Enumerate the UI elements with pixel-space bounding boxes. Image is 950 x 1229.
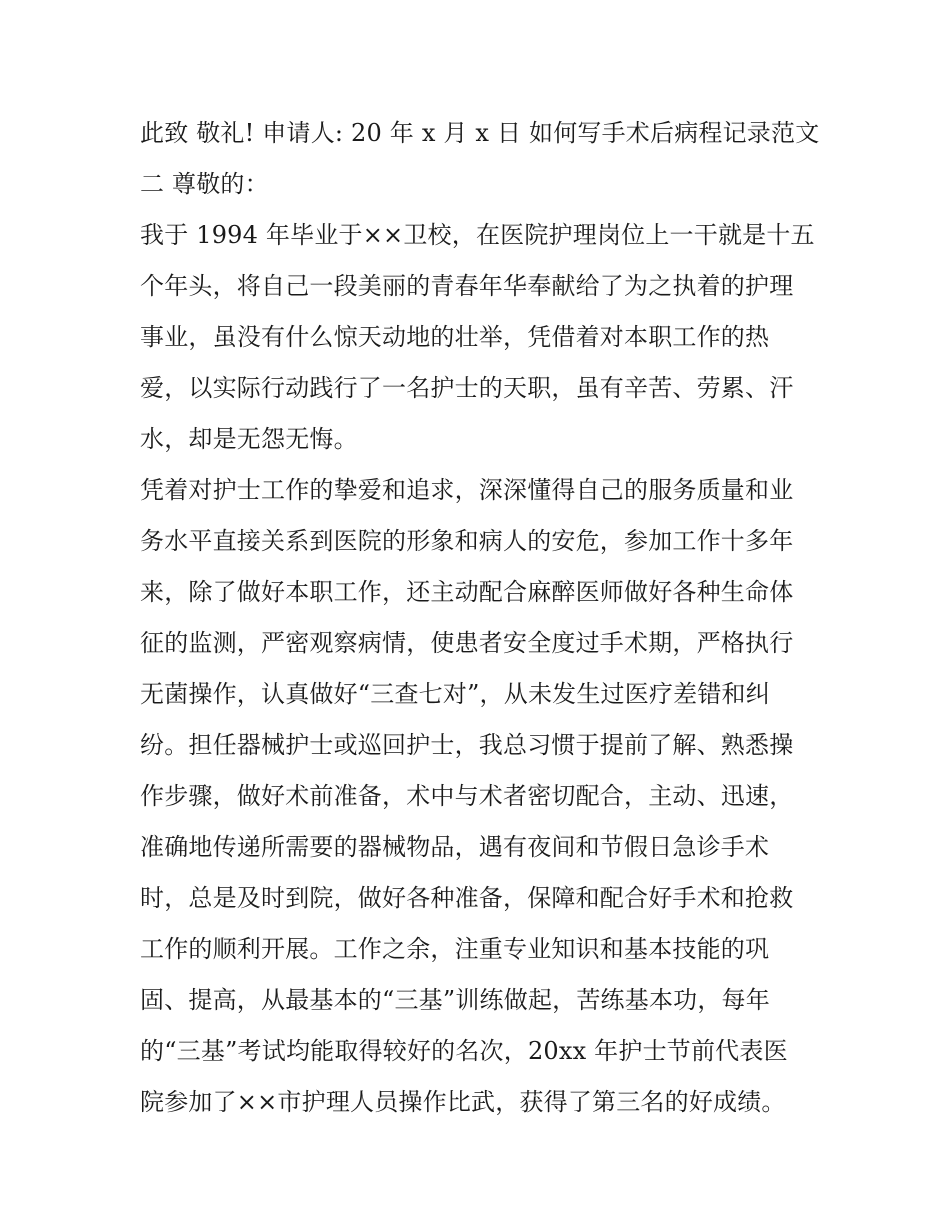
text-line: 的“三基”考试均能取得较好的名次，20xx 年护士节前代表医 [140,1037,788,1065]
text-line: 个年头，将自己一段美丽的青春年华奉献给了为之执着的护理 [140,272,794,300]
text-line: 来，除了做好本职工作，还主动配合麻醉医师做好各种生命体 [140,578,794,606]
text-line: 准确地传递所需要的器械物品，遇有夜间和节假日急诊手术 [140,833,770,861]
text-line: 作步骤，做好术前准备，术中与术者密切配合，主动、迅速， [140,782,794,810]
text-line: 工作的顺利开展。工作之余，注重专业知识和基本技能的巩 [140,935,770,963]
text-line: 无菌操作，认真做好“三查七对”，从未发生过医疗差错和纠 [140,680,770,708]
text-line: 水，却是无怨无悔。 [140,425,358,453]
text-line: 爱，以实际行动践行了一名护士的天职，虽有辛苦、劳累、汗 [140,374,794,402]
text-line: 时，总是及时到院，做好各种准备，保障和配合好手术和抢救 [140,884,794,912]
text-line: 征的监测，严密观察病情，使患者安全度过手术期，严格执行 [140,629,794,657]
document-body [140,108,830,1128]
text-line: 二 尊敬的： [140,170,269,198]
text-line: 院参加了××市护理人员操作比武，获得了第三名的好成绩。 [140,1088,786,1116]
text-line: 纷。担任器械护士或巡回护士，我总习惯于提前了解、熟悉操 [140,731,794,759]
text-line: 凭着对护士工作的挚爱和追求，深深懂得自己的服务质量和业 [140,476,794,504]
text-line: 务水平直接关系到医院的形象和病人的安危，参加工作十多年 [140,527,794,555]
text-line: 我于 1994 年毕业于××卫校，在医院护理岗位上一干就是十五 [140,221,815,249]
text-line: 事业，虽没有什么惊天动地的壮举，凭借着对本职工作的热 [140,323,770,351]
text-line: 此致 敬礼! 申请人: 20 年 x 月 x 日 如何写手术后病程记录范文 [140,119,820,147]
text-line: 固、提高，从最基本的“三基”训练做起，苦练基本功，每年 [140,986,770,1014]
